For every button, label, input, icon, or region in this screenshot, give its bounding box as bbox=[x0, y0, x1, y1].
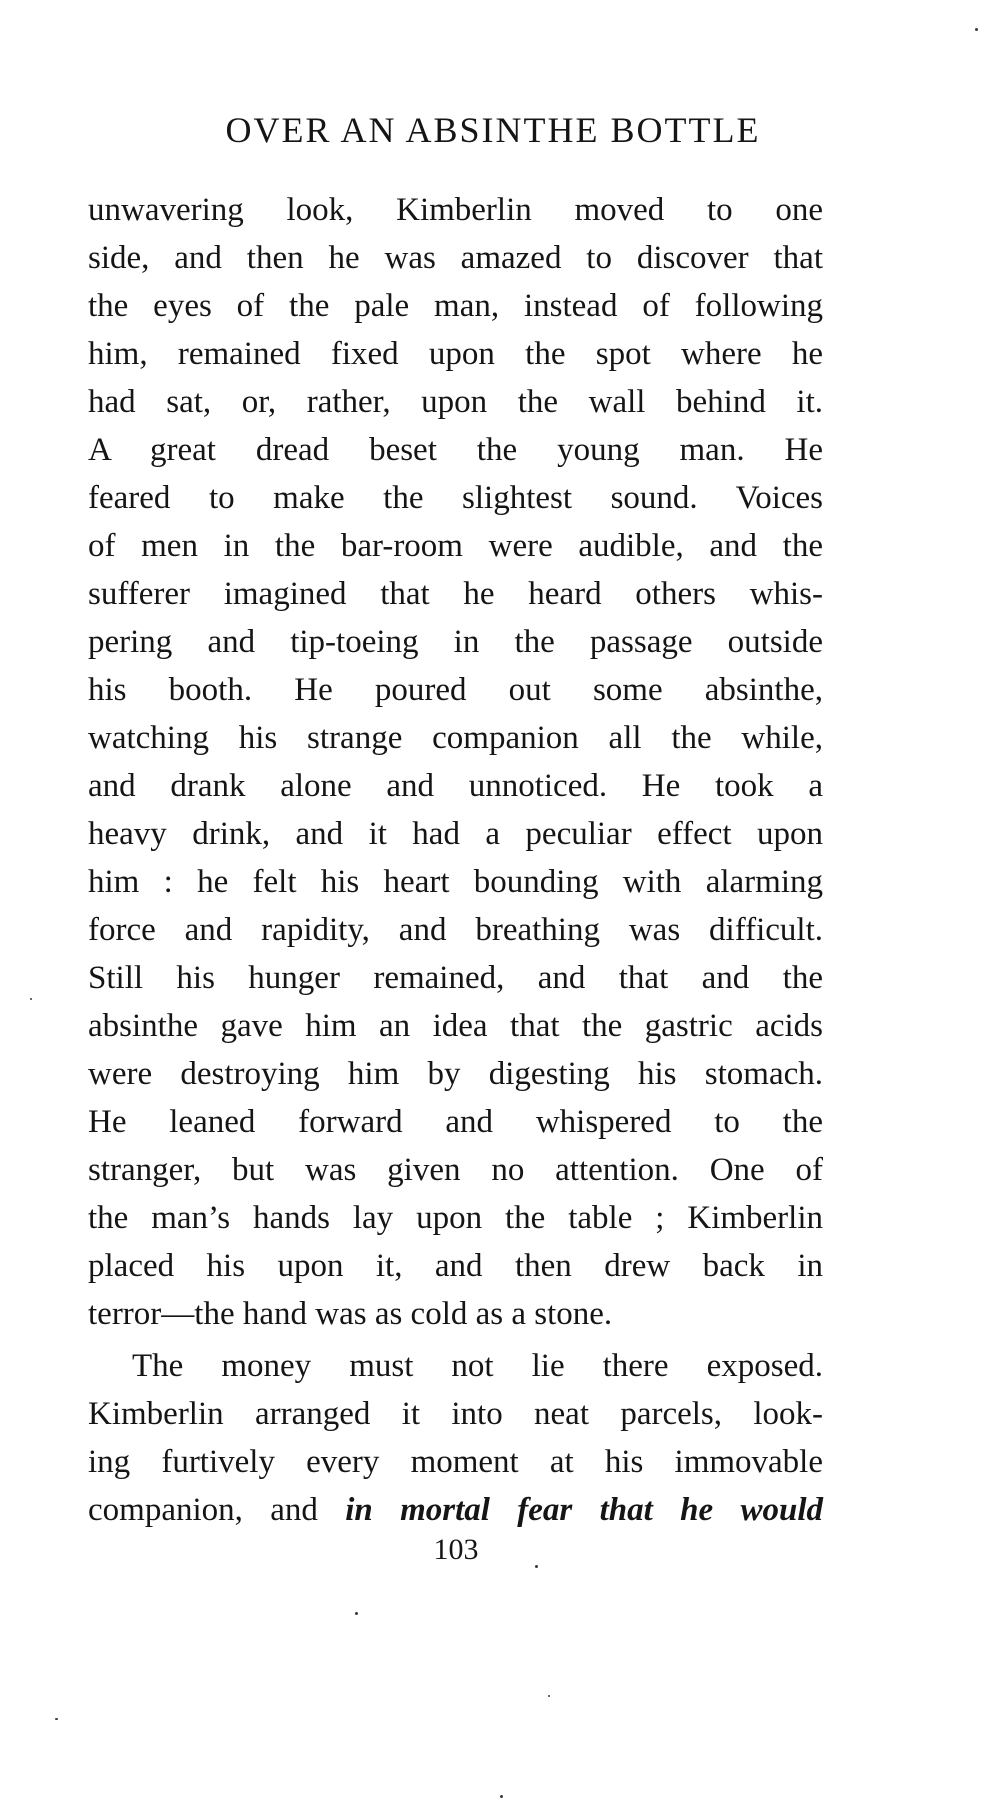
page-number: 103 bbox=[433, 1533, 479, 1566]
paper-speck bbox=[548, 1695, 550, 1697]
roman-text-run: companion, and bbox=[88, 1492, 346, 1528]
text-line: the eyes of the pale man, instead of following bbox=[88, 288, 823, 324]
text-line: ing furtively every moment at his immovable bbox=[88, 1444, 823, 1480]
text-line: him : he felt his heart bounding with alarming bbox=[88, 864, 823, 900]
paper-speck bbox=[55, 1718, 58, 1720]
text-line: pering and tip-toeing in the passage outside bbox=[88, 624, 823, 660]
text-line: heavy drink, and it had a peculiar effect upon bbox=[88, 816, 823, 852]
italic-text-run: in mortal fear that he would bbox=[345, 1492, 823, 1528]
text-line-mixed bbox=[88, 1486, 823, 1534]
paragraph bbox=[88, 1342, 823, 1534]
page-body-text bbox=[88, 186, 823, 1534]
paper-speck bbox=[355, 1612, 358, 1615]
text-line: The money must not lie there exposed. bbox=[132, 1348, 823, 1384]
paper-speck bbox=[30, 998, 32, 1000]
text-line: were destroying him by digesting his stomach. bbox=[88, 1056, 823, 1092]
running-header: OVER AN ABSINTHE BOTTLE bbox=[225, 110, 761, 150]
text-line: side, and then he was amazed to discover that bbox=[88, 240, 823, 276]
text-line: watching his strange companion all the while, bbox=[88, 720, 823, 756]
text-line: terror—the hand was as cold as a stone. bbox=[88, 1296, 613, 1332]
paper-speck bbox=[500, 1795, 503, 1798]
paper-speck bbox=[535, 1565, 538, 1568]
text-line: force and rapidity, and breathing was difficult. bbox=[88, 912, 823, 948]
text-line: the man’s hands lay upon the table ; Kimberlin bbox=[88, 1200, 823, 1236]
text-line: He leaned forward and whispered to the bbox=[88, 1104, 823, 1140]
text-line: placed his upon it, and then drew back in bbox=[88, 1248, 823, 1284]
text-line: absinthe gave him an idea that the gastric acids bbox=[88, 1008, 823, 1044]
text-line: feared to make the slightest sound. Voices bbox=[88, 480, 823, 516]
paragraph bbox=[88, 186, 823, 1338]
paper-speck bbox=[975, 28, 978, 31]
text-line: him, remained fixed upon the spot where he bbox=[88, 336, 823, 372]
text-line: A great dread beset the young man. He bbox=[88, 432, 823, 468]
text-line: his booth. He poured out some absinthe, bbox=[88, 672, 823, 708]
text-line: sufferer imagined that he heard others whis- bbox=[88, 576, 823, 612]
text-line: had sat, or, rather, upon the wall behind it. bbox=[88, 384, 823, 420]
text-line: stranger, but was given no attention. One of bbox=[88, 1152, 823, 1188]
text-line: Still his hunger remained, and that and the bbox=[88, 960, 823, 996]
text-line: of men in the bar-room were audible, and the bbox=[88, 528, 823, 564]
text-line: Kimberlin arranged it into neat parcels, look- bbox=[88, 1396, 823, 1432]
text-line: unwavering look, Kimberlin moved to one bbox=[88, 192, 823, 228]
text-line: and drank alone and unnoticed. He took a bbox=[88, 768, 823, 804]
